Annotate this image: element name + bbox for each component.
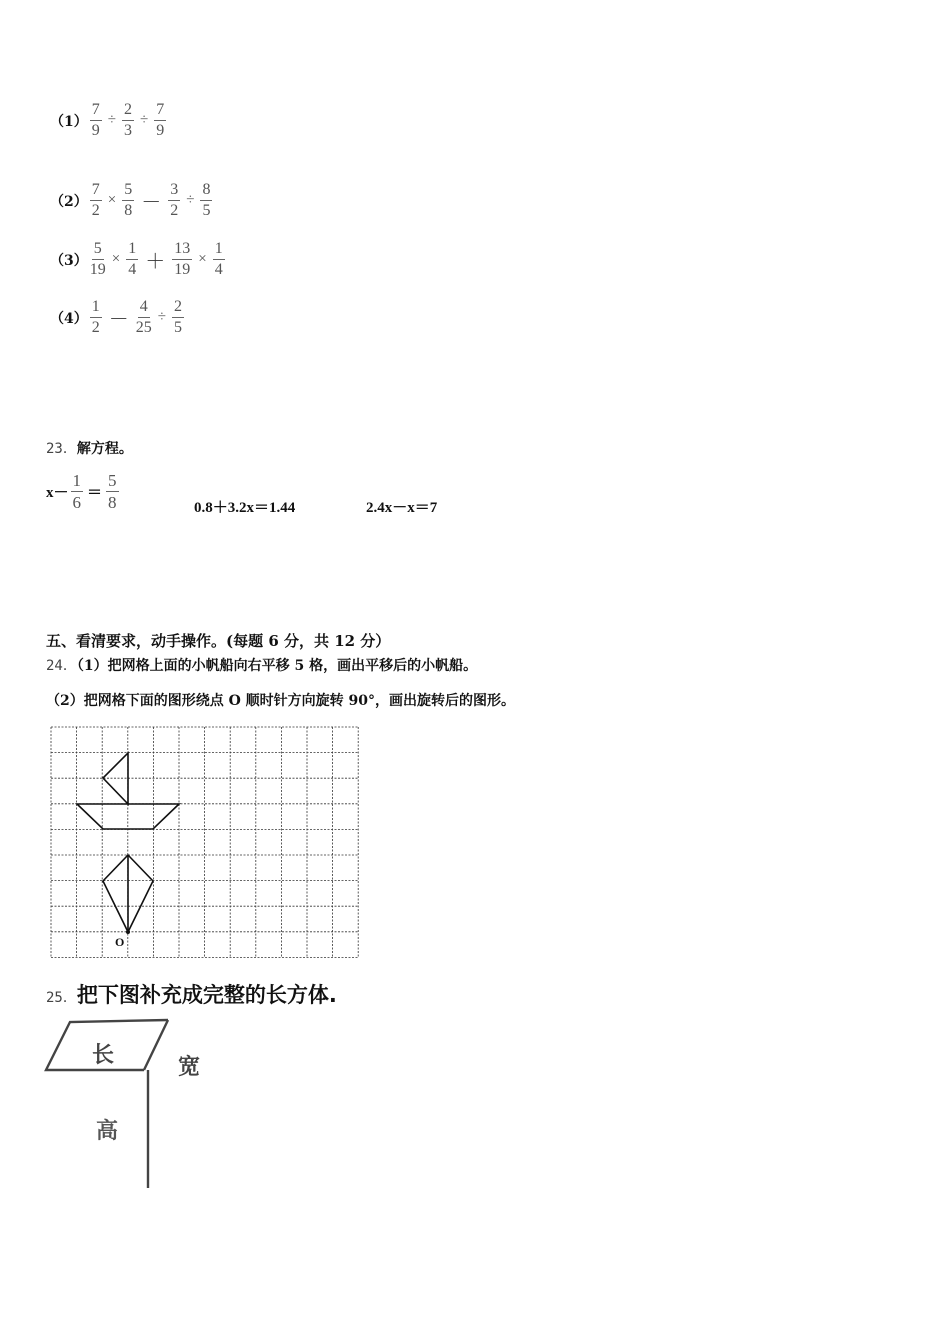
fraction: $\frac{1}{4}$ (214, 240, 223, 278)
problem-label: （4） (50, 310, 88, 327)
calc-problem-3 (50, 241, 227, 278)
problem-label: （3） (50, 252, 88, 269)
label-height: 高 (96, 1119, 119, 1144)
question-title: 解方程。 (76, 441, 133, 457)
fraction: $\frac{5}{19}$ (89, 240, 106, 278)
calc-problem-4 (50, 299, 186, 336)
expression: $\frac{1}{2}$ － $\frac{4}{25}$ ÷ $\frac{2}{5}$ (91, 298, 182, 336)
calc-problem-1 (50, 102, 168, 139)
label-width: 宽 (178, 1055, 201, 1080)
question-24-heading (46, 655, 477, 675)
question-title: 把下图补充成完整的长方体. (76, 983, 337, 1007)
question-25-heading (46, 979, 337, 1009)
point-o-label: O (115, 935, 125, 949)
question-number: 25． (46, 990, 77, 1006)
fraction: $\frac{2}{5}$ (173, 298, 182, 336)
cuboid-figure (40, 1016, 280, 1196)
expression: $\frac{7}{2}$ × $\frac{5}{8}$ － $\frac{3}{2}$ ÷ $\frac{8}{5}$ (91, 181, 211, 219)
fraction: $\frac{1}{6}$ (72, 471, 82, 512)
calc-problem-2 (50, 182, 214, 219)
fraction: $\frac{7}{9}$ (91, 101, 100, 139)
fraction: $\frac{5}{8}$ (108, 471, 117, 512)
question-23-heading (46, 438, 133, 458)
equation-1: x－ $\frac{1}{6}$ ＝ $\frac{5}{8}$ (46, 472, 121, 511)
fraction: $\frac{1}{4}$ (128, 240, 137, 278)
fraction: $\frac{8}{5}$ (202, 181, 211, 219)
problem-label: （1） (50, 113, 88, 130)
equation-3: 2.4x－x＝7 (366, 500, 438, 516)
expression: $\frac{7}{9}$ ÷ $\frac{2}{3}$ ÷ $\frac{7}{9}$ (91, 101, 165, 139)
fraction: $\frac{4}{25}$ (135, 298, 152, 336)
point-o-marker (126, 930, 130, 934)
equation-2: 0.8＋3.2x＝1.44 (194, 500, 296, 516)
question-number: 24． (46, 658, 77, 674)
expression (69, 472, 86, 511)
fraction: $\frac{2}{3}$ (123, 101, 132, 139)
problem-label: （2） (50, 193, 88, 210)
question-part-1: （1）把网格上面的小帆船向右平移 5 格，画出平移后的小帆船。 (76, 658, 478, 674)
grid (51, 727, 358, 957)
fraction: $\frac{7}{9}$ (156, 101, 165, 139)
expression (104, 472, 121, 511)
fraction: $\frac{13}{19}$ (174, 240, 191, 278)
fraction: $\frac{1}{2}$ (91, 298, 100, 336)
question-number: 23． (46, 441, 77, 457)
fraction: $\frac{7}{2}$ (91, 181, 100, 219)
cuboid-width-edge (144, 1020, 168, 1070)
grid-figure (46, 722, 366, 962)
section-5-title: 五、看清要求，动手操作。(每题 6 分，共 12 分） (46, 632, 391, 650)
question-part-2: （2）把网格下面的图形绕点 O 顺时针方向旋转 90°，画出旋转后的图形。 (46, 693, 516, 709)
fraction: $\frac{5}{8}$ (124, 181, 133, 219)
label-length: 长 (92, 1043, 115, 1068)
fraction: $\frac{3}{2}$ (170, 181, 179, 219)
expression: $\frac{5}{19}$ × $\frac{1}{4}$ ＋ $\frac{13}{19}$ × $\frac{1}{4}$ (89, 240, 223, 278)
